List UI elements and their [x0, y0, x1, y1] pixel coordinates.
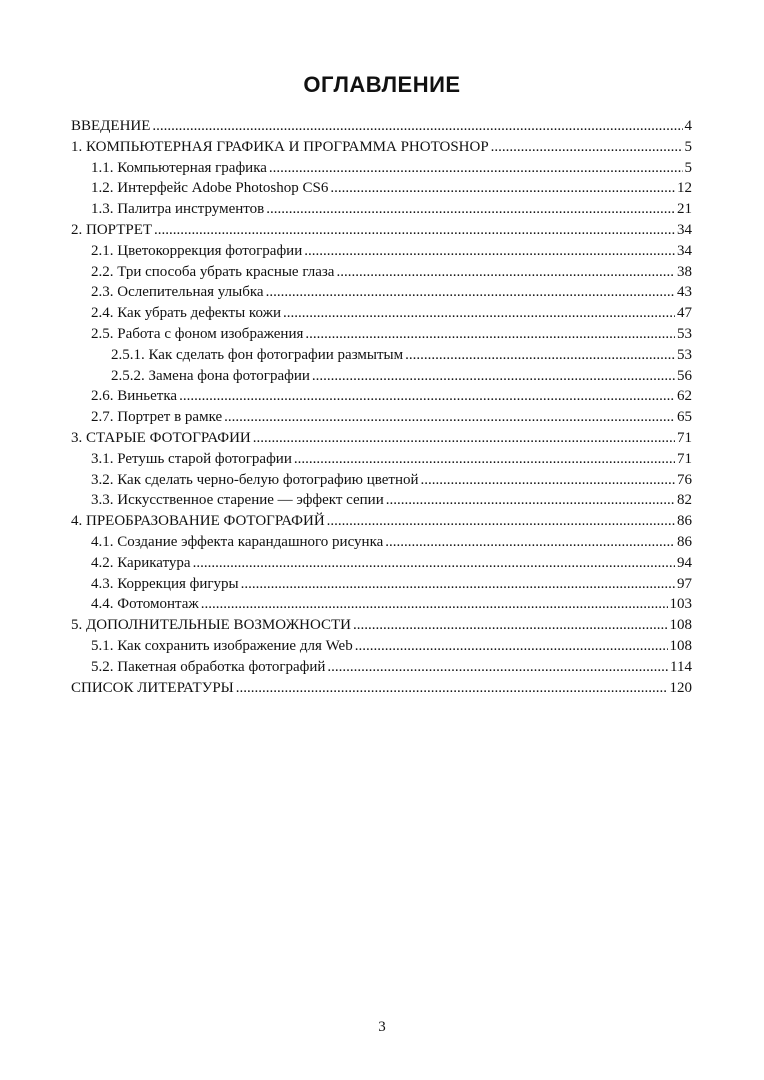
dot-leader	[152, 116, 682, 137]
toc-entry-page-number: 65	[677, 409, 692, 426]
toc-entry[interactable]	[71, 449, 692, 470]
toc-entry[interactable]	[71, 511, 692, 532]
dot-leader	[241, 574, 675, 595]
dot-leader	[193, 553, 675, 574]
dot-leader	[179, 386, 675, 407]
dot-leader	[385, 532, 675, 553]
toc-entry-page-number: 71	[677, 429, 692, 446]
toc-entry-page-number: 34	[677, 221, 692, 238]
toc-entry-page-number: 86	[677, 513, 692, 530]
toc-entry-title: 1.1. Компьютерная графика	[91, 159, 267, 176]
toc-entry-title: 4.3. Коррекция фигуры	[91, 575, 239, 592]
dot-leader	[491, 137, 683, 158]
toc-entry-title: 5. ДОПОЛНИТЕЛЬНЫЕ ВОЗМОЖНОСТИ	[71, 617, 351, 634]
page-number: 3	[378, 1019, 386, 1035]
dot-leader	[224, 407, 675, 428]
toc-entry-page-number: 47	[677, 305, 692, 322]
toc-entry[interactable]	[71, 116, 692, 137]
toc-entry-title: 4.2. Карикатура	[91, 554, 191, 571]
dot-leader	[304, 241, 675, 262]
toc-entry[interactable]	[71, 262, 692, 283]
dot-leader	[236, 678, 668, 699]
toc-entry[interactable]	[71, 324, 692, 345]
toc-entry[interactable]	[71, 158, 692, 179]
toc-entry[interactable]	[71, 574, 692, 595]
toc-entry-page-number: 114	[670, 658, 692, 675]
toc-entry-title: 3.3. Искусственное старение — эффект сепии	[91, 492, 384, 509]
dot-leader	[355, 636, 668, 657]
toc-entry-title: 1.3. Палитра инструментов	[91, 201, 265, 218]
toc-entry-title: 2.4. Как убрать дефекты кожи	[91, 305, 281, 322]
toc-entry-title: 5.1. Как сохранить изображение для Web	[91, 637, 353, 654]
toc-entry-page-number: 71	[677, 450, 692, 467]
toc-entry[interactable]	[71, 407, 692, 428]
toc-entry[interactable]	[71, 532, 692, 553]
toc-entry[interactable]	[71, 137, 692, 158]
toc-entry-page-number: 34	[677, 242, 692, 259]
page-title: ОГЛАВЛЕНИЕ	[303, 72, 461, 97]
toc-entry-title: 2.3. Ослепительная улыбка	[91, 284, 264, 301]
toc-entry-page-number: 76	[677, 471, 692, 488]
toc-entry-title: 1. КОМПЬЮТЕРНАЯ ГРАФИКА И ПРОГРАММА PHOTOSHOP	[71, 138, 489, 155]
toc-entry-page-number: 120	[669, 679, 692, 696]
toc-entry-page-number: 21	[677, 201, 692, 218]
toc-entry-page-number: 108	[669, 637, 692, 654]
dot-leader	[330, 178, 675, 199]
toc-entry-title: 2.6. Виньетка	[91, 388, 178, 405]
dot-leader	[353, 615, 668, 636]
toc-entry[interactable]	[71, 657, 692, 678]
toc-entry-page-number: 94	[677, 554, 692, 571]
dot-leader	[154, 220, 675, 241]
toc-entry[interactable]	[71, 553, 692, 574]
toc-entry[interactable]	[71, 594, 692, 615]
toc-entry-title: 2.5. Работа с фоном изображения	[91, 325, 304, 342]
toc-entry-page-number: 5	[684, 138, 692, 155]
toc-entry[interactable]	[71, 615, 692, 636]
toc-entry[interactable]	[71, 490, 692, 511]
toc-entry-title: СПИСОК ЛИТЕРАТУРЫ	[71, 679, 234, 696]
toc-entry-title: 3.1. Ретушь старой фотографии	[91, 450, 292, 467]
toc-entry-page-number: 38	[677, 263, 692, 280]
dot-leader	[312, 366, 675, 387]
dot-leader	[421, 470, 675, 491]
toc-entry-title: 2.2. Три способа убрать красные глаза	[91, 263, 335, 280]
dot-leader	[327, 657, 668, 678]
dot-leader	[305, 324, 675, 345]
toc-entry[interactable]	[71, 282, 692, 303]
dot-leader	[294, 449, 675, 470]
toc-entry-page-number: 62	[677, 388, 692, 405]
toc-entry[interactable]	[71, 636, 692, 657]
toc-entry-title: 3. СТАРЫЕ ФОТОГРАФИИ	[71, 429, 251, 446]
toc-entry[interactable]	[71, 241, 692, 262]
dot-leader	[336, 262, 675, 283]
toc-entry-page-number: 12	[677, 180, 692, 197]
dot-leader	[266, 282, 675, 303]
toc-entry-page-number: 56	[677, 367, 692, 384]
toc-entry[interactable]	[71, 366, 692, 387]
toc-entry[interactable]	[71, 470, 692, 491]
toc-entry-page-number: 53	[677, 346, 692, 363]
dot-leader	[283, 303, 675, 324]
table-of-contents	[71, 116, 692, 698]
dot-leader	[201, 594, 668, 615]
toc-entry-title: 2.1. Цветокоррекция фотографии	[91, 242, 303, 259]
toc-entry-title: 2.7. Портрет в рамке	[91, 409, 223, 426]
dot-leader	[386, 490, 675, 511]
toc-entry-title: 2. ПОРТРЕТ	[71, 221, 153, 238]
toc-entry[interactable]	[71, 199, 692, 220]
toc-entry-title: 2.5.2. Замена фона фотографии	[111, 367, 310, 384]
dot-leader	[327, 511, 675, 532]
toc-entry-page-number: 86	[677, 533, 692, 550]
toc-entry-page-number: 108	[669, 617, 692, 634]
toc-entry-page-number: 82	[677, 492, 692, 509]
toc-entry-page-number: 53	[677, 325, 692, 342]
toc-entry[interactable]	[71, 303, 692, 324]
toc-entry-title: 4.4. Фотомонтаж	[91, 596, 199, 613]
dot-leader	[253, 428, 675, 449]
toc-entry-page-number: 97	[677, 575, 692, 592]
toc-entry-title: 4.1. Создание эффекта карандашного рисунка	[91, 533, 384, 550]
toc-entry[interactable]	[71, 678, 692, 699]
toc-entry-title: 5.2. Пакетная обработка фотографий	[91, 658, 326, 675]
toc-entry-page-number: 4	[684, 118, 692, 134]
toc-entry[interactable]	[71, 220, 692, 241]
toc-entry[interactable]	[71, 178, 692, 199]
toc-entry[interactable]	[71, 345, 692, 366]
dot-leader	[405, 345, 675, 366]
toc-entry[interactable]	[71, 428, 692, 449]
toc-entry-title: 3.2. Как сделать черно-белую фотографию цветной	[91, 471, 419, 488]
dot-leader	[266, 199, 675, 220]
toc-entry-page-number: 43	[677, 284, 692, 301]
toc-entry-title: 4. ПРЕОБРАЗОВАНИЕ ФОТОГРАФИЙ	[71, 513, 325, 530]
toc-entry-title: 2.5.1. Как сделать фон фотографии размытым	[111, 346, 404, 363]
toc-entry-page-number: 5	[684, 159, 692, 176]
toc-entry-page-number: 103	[669, 596, 692, 613]
dot-leader	[269, 158, 683, 179]
toc-entry-title: 1.2. Интерфейс Adobe Photoshop CS6	[91, 180, 329, 197]
toc-entry-title: ВВЕДЕНИЕ	[71, 118, 151, 134]
toc-entry[interactable]	[71, 386, 692, 407]
